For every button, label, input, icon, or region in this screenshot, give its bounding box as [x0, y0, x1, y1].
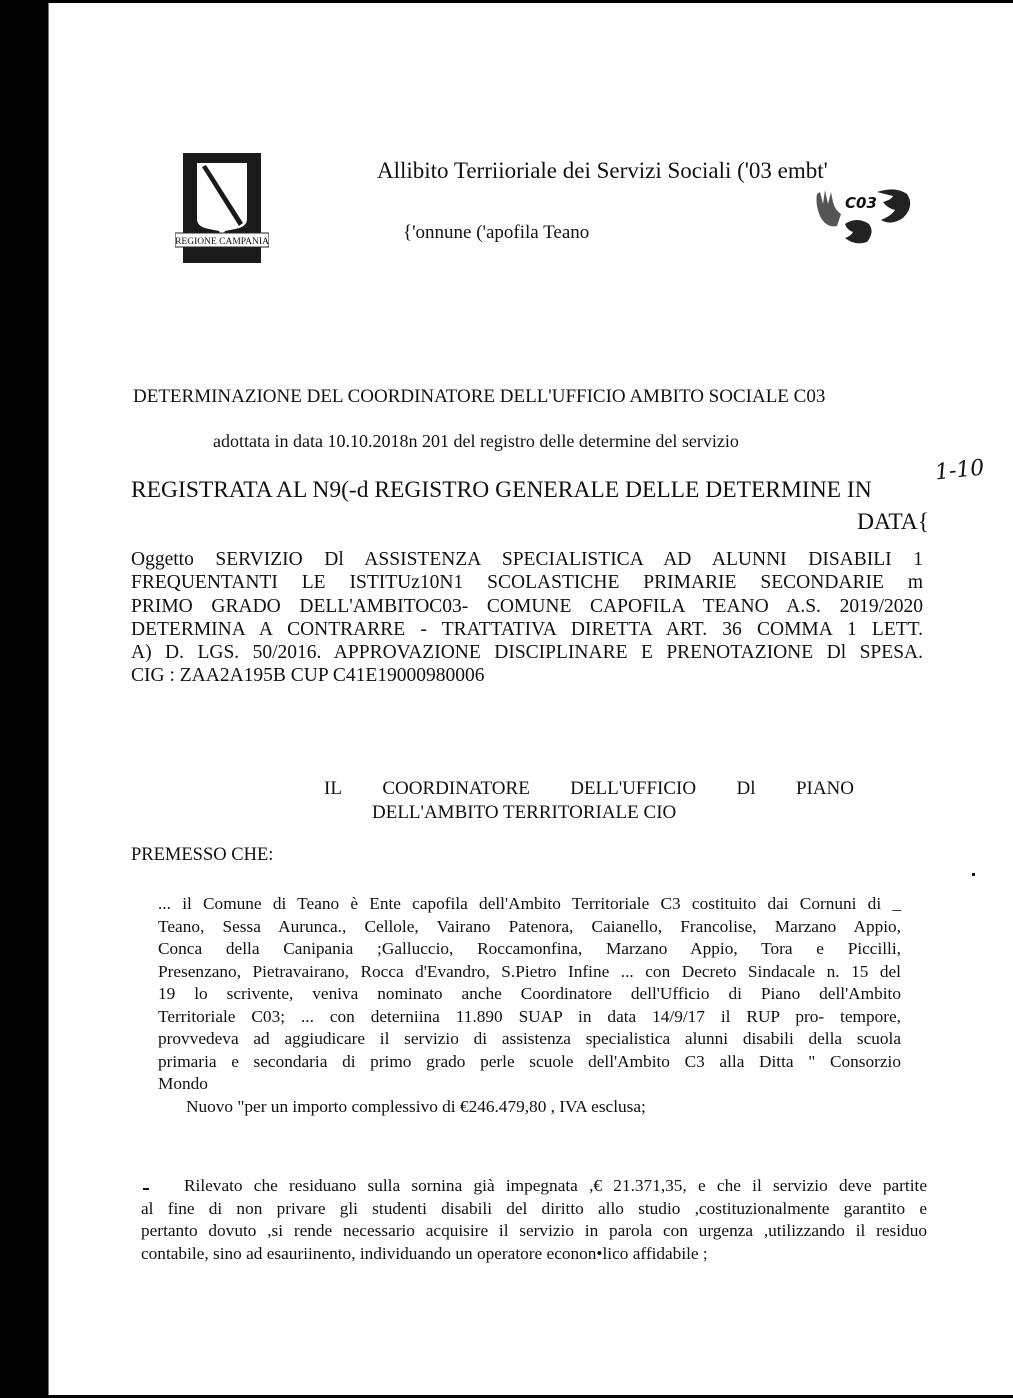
svg-text:REGIONE CAMPANIA: REGIONE CAMPANIA	[175, 237, 269, 247]
paragraph-line: Nuovo "per un importo complessivo di €246.479,80 , IVA esclusa;	[186, 1096, 646, 1116]
paragraph-line: Rilevato che residuano sulla sornina già impegnata ,€ 21.371,35, e che il servizio deve partite	[184, 1176, 927, 1195]
subject-line-cig: CIG : ZAA2A195B CUP C41E19000980006	[131, 665, 485, 687]
paragraph-line: ... il Comune di Teano è Ente capofila dell'Ambito Territoriale C3 costituito dai Cornuni di _	[158, 894, 901, 913]
subject-line: FREQUENTANTI LE ISTITUz10N1 SCOLASTICHE PRIMARIE SECONDARIE m	[131, 572, 923, 594]
subject-block	[131, 548, 923, 688]
premesso-heading: PREMESSO CHE:	[131, 845, 274, 865]
paragraph-line: provvedeva ad aggiudicare il servizio di assistenza specialistica alunni disabili della scuola	[158, 1029, 901, 1048]
subject-line: A) D. LGS. 50/2016. APPROVAZIONE DISCIPLINARE E PRENOTAZIONE Dl SPESA.	[131, 642, 923, 664]
svg-text:C03: C03	[845, 194, 877, 212]
paragraph-line: Conca della Canipania ;Galluccio, Roccamonfina, Marzano Appio, Tora e Piccilli,	[158, 939, 901, 958]
handwritten-note: 1-10	[933, 455, 986, 486]
stray-mark	[972, 873, 975, 876]
determination-title: DETERMINAZIONE DEL COORDINATORE DELL'UFFICIO AMBITO SOCIALE C03	[133, 386, 826, 407]
regione-campania-logo	[175, 153, 269, 263]
coordinator-word: IL	[324, 778, 342, 799]
subject-line: PRIMO GRADO DELL'AMBITOC03- COMUNE CAPOFILA TEANO A.S. 2019/2020	[131, 595, 923, 617]
registration-line: REGISTRATA AL N9(-d REGISTRO GENERALE DELLE DETERMINE IN	[131, 477, 872, 503]
paragraph-line: al fine di non privare gli studenti disabili del diritto allo studio ,costituzionalmente garantito e	[141, 1198, 927, 1218]
ambito-c03-logo	[811, 186, 915, 246]
coordinator-word: DELL'UFFICIO	[570, 778, 697, 799]
registration-date-label: DATA{	[857, 509, 930, 535]
coordinator-heading-line2: DELL'AMBITO TERRITORIALE CIO	[372, 802, 677, 823]
paragraph-line: primaria e secondaria di primo grado perle scuole dell'Ambito C3 alla Ditta " Consorzio	[158, 1051, 901, 1071]
coordinator-word: Dl	[736, 778, 756, 799]
paragraph-line: contabile, sino ad esauriinento, individuando un operatore econon•lico affidabile ;	[141, 1243, 708, 1263]
coordinator-word: PIANO	[795, 778, 854, 799]
paragraph-line: Presenzano, Pietravairano, Rocca d'Evandro, S.Pietro Infine ... con Decreto Sindacale n. 15 del	[158, 961, 901, 981]
document-page	[48, 3, 1013, 1395]
coordinator-word: COORDINATORE	[382, 778, 530, 799]
subject-line: Oggetto SERVIZIO Dl ASSISTENZA SPECIALISTICA AD ALUNNI DISABILI 1	[131, 549, 923, 570]
paragraph-premesso	[158, 893, 901, 1118]
paragraph-line: 19 lo scrivente, veniva nominato anche Coordinatore dell'Ufficio di Piano dell'Ambito	[158, 984, 901, 1003]
paragraph-line: Teano, Sessa Aurunca., Cellole, Vairano Patenora, Caianello, Francolise, Marzano Appio,	[158, 916, 901, 936]
coordinator-heading	[324, 778, 854, 800]
header-subtitle: {'onnune ('apofila Teano	[403, 222, 590, 243]
header-title: Allibito Terriioriale dei Servizi Sociali ('03 embt'	[377, 158, 828, 183]
paragraph-rilevato	[141, 1175, 927, 1265]
adoption-date-line: adottata in data 10.10.2018n 201 del registro delle determine del servizio	[213, 431, 739, 451]
paragraph-line: pertanto dovuto ,si rende necessario acquisire il servizio in parola con urgenza ,utilizzando il residuo	[141, 1221, 927, 1240]
subject-line: DETERMINA A CONTRARRE - TRATTATIVA DIRETTA ART. 36 COMMA 1 LETT.	[131, 618, 923, 640]
paragraph-line: Territoriale C03; ... con deterniina 11.890 SUAP in data 14/9/17 il RUP pro- tempore,	[158, 1006, 901, 1026]
paragraph-line: Mondo	[158, 1074, 208, 1093]
